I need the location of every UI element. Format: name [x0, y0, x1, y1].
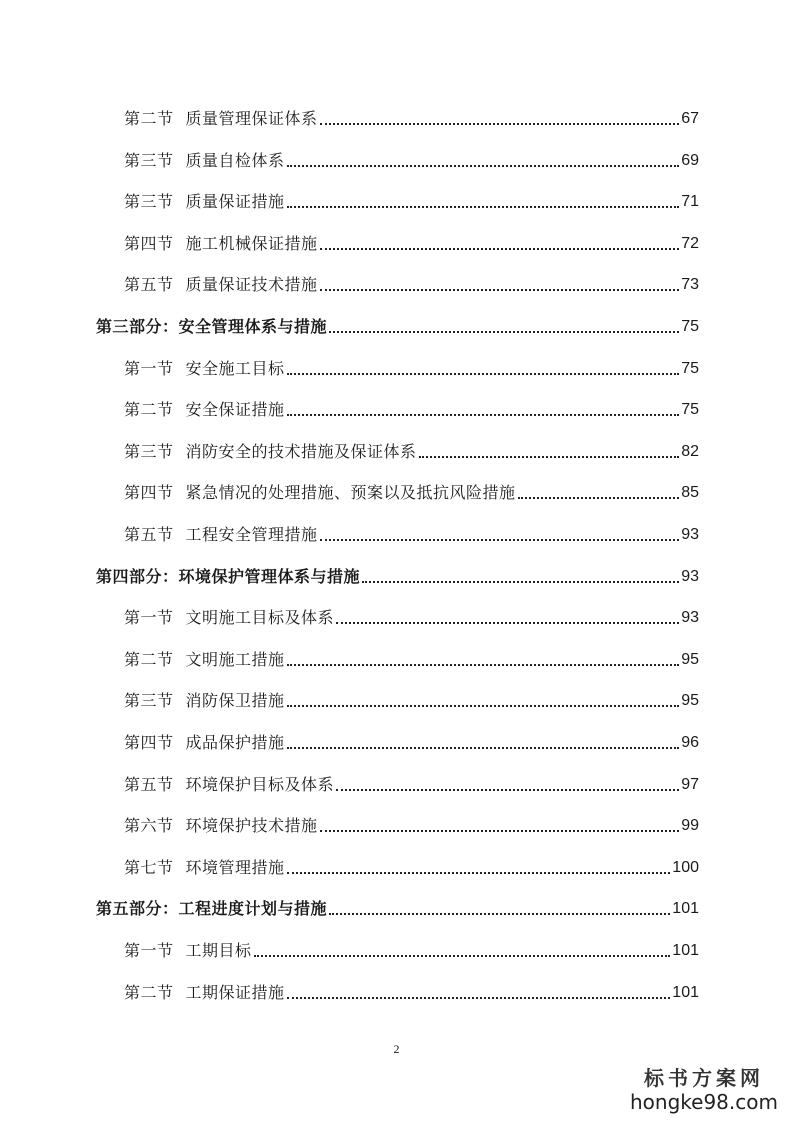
watermark-name: 标书方案网 [644, 1066, 764, 1090]
toc-entry-title: 消防保卫措施 [185, 691, 285, 711]
toc-section-entry [124, 263, 699, 295]
toc-entry-label: 第六节 [124, 816, 174, 836]
toc-page-number: 100 [672, 858, 699, 876]
toc-entry-label: 第七节 [124, 857, 174, 877]
toc-page-number: 75 [681, 318, 699, 335]
toc-part-entry [96, 305, 699, 337]
toc-entry-label: 第五节 [124, 525, 174, 544]
toc-page-number: 95 [681, 650, 699, 668]
toc-section-entry [124, 638, 699, 670]
toc-section-entry [124, 388, 699, 420]
toc-entry-label: 第五节 [124, 275, 174, 295]
toc-section-entry [124, 721, 699, 753]
toc-section-entry [124, 97, 699, 129]
toc-entry-label: 第四部分： [96, 566, 179, 586]
dot-leader [287, 746, 680, 749]
toc-page-number: 82 [681, 442, 699, 460]
toc-entry-title: 文明施工目标及体系 [185, 608, 335, 628]
toc-page-number: 95 [681, 692, 699, 710]
toc-section-entry [124, 347, 699, 379]
toc-page-number: 71 [681, 193, 699, 211]
toc-entry-title: 工程进度计划与措施 [178, 899, 328, 919]
dot-leader [320, 538, 680, 541]
dot-leader [362, 580, 679, 583]
toc-entry-title: 质量保证措施 [185, 192, 285, 212]
toc-entry-title: 工期目标 [185, 941, 252, 960]
toc-entry-title: 施工机械保证措施 [185, 233, 318, 253]
toc-entry-label: 第五节 [124, 774, 174, 794]
toc-entry-label: 第三节 [124, 691, 174, 711]
toc-page-number: 99 [681, 817, 699, 835]
toc-page-number: 93 [681, 526, 699, 543]
toc-entry-title: 紧急情况的处理措施、预案以及抵抗风险措施 [185, 483, 516, 503]
toc-page-number: 93 [681, 609, 699, 627]
watermark-url: hongke98.com [630, 1090, 778, 1114]
toc-section-entry [124, 763, 699, 795]
toc-entry-title: 质量自检体系 [185, 150, 285, 170]
dot-leader [287, 372, 680, 375]
toc-entry-label: 第三部分： [96, 317, 179, 336]
toc-page-number: 101 [672, 983, 699, 1001]
dot-leader [287, 996, 671, 999]
toc-part-entry [96, 555, 699, 587]
dot-leader [329, 330, 679, 333]
toc-entry-title: 成品保护措施 [185, 733, 285, 752]
toc-page-number: 85 [681, 484, 699, 502]
toc-entry-label: 第四节 [124, 483, 174, 503]
toc-page-number: 67 [681, 110, 699, 127]
toc-section-entry [124, 222, 699, 254]
dot-leader [336, 621, 679, 624]
toc-page-number: 73 [681, 276, 699, 294]
site-watermark [629, 1066, 779, 1114]
toc-entry-label: 第一节 [124, 358, 174, 378]
toc-entry-label: 第一节 [124, 608, 174, 628]
dot-leader [320, 829, 680, 832]
toc-entry-title: 工程安全管理措施 [185, 525, 318, 544]
toc-entry-title: 安全施工目标 [185, 358, 285, 378]
dot-leader [419, 455, 680, 458]
toc-section-entry [124, 180, 699, 212]
toc-page-number: 101 [672, 900, 699, 918]
toc-entry-title: 质量管理保证体系 [185, 109, 318, 128]
toc-entry-label: 第五部分： [96, 899, 179, 919]
toc-entry-title: 环境保护管理体系与措施 [178, 566, 361, 586]
dot-leader [287, 413, 680, 416]
dot-leader [287, 871, 671, 874]
toc-entry-title: 环境保护目标及体系 [185, 774, 335, 794]
toc-page-number: 101 [672, 942, 699, 959]
toc-section-entry [124, 804, 699, 836]
toc-entry-label: 第二节 [124, 109, 174, 128]
toc-entry-label: 第三节 [124, 150, 174, 170]
toc-entry-label: 第四节 [124, 733, 174, 752]
toc-page-number: 96 [681, 734, 699, 751]
toc-entry-title: 环境管理措施 [185, 857, 285, 877]
toc-entry-title: 安全管理体系与措施 [178, 317, 328, 336]
dot-leader [329, 912, 670, 915]
dot-leader [287, 663, 680, 666]
dot-leader [254, 954, 671, 957]
toc-page-number: 75 [681, 359, 699, 377]
toc-entry-title: 工期保证措施 [185, 982, 285, 1002]
toc-section-entry [124, 846, 699, 878]
toc-entry-label: 第二节 [124, 400, 174, 420]
dot-leader [320, 122, 680, 125]
dot-leader [287, 205, 680, 208]
toc-entry-label: 第二节 [124, 649, 174, 669]
toc-entry-title: 环境保护技术措施 [185, 816, 318, 836]
toc-section-entry [124, 679, 699, 711]
dot-leader [320, 288, 680, 291]
dot-leader [320, 247, 680, 250]
toc-section-entry [124, 430, 699, 462]
toc-entry-label: 第三节 [124, 192, 174, 212]
toc-entry-title: 质量保证技术措施 [185, 275, 318, 295]
page-number: 2 [393, 1042, 400, 1056]
dot-leader [336, 788, 679, 791]
toc-entry-label: 第三节 [124, 441, 174, 461]
toc-entry-title: 安全保证措施 [185, 400, 285, 420]
toc-part-entry [96, 887, 699, 919]
toc-entry-label: 第一节 [124, 941, 174, 960]
toc-section-entry [124, 971, 699, 1003]
dot-leader [287, 164, 680, 167]
toc-section-entry [124, 471, 699, 503]
dot-leader [287, 704, 680, 707]
toc-entry-label: 第二节 [124, 982, 174, 1002]
toc-page-number: 72 [681, 234, 699, 252]
dot-leader [518, 496, 680, 499]
toc-entry-title: 消防安全的技术措施及保证体系 [185, 441, 417, 461]
toc-page-number: 97 [681, 775, 699, 793]
toc-entry-label: 第四节 [124, 233, 174, 253]
toc-section-entry [124, 929, 699, 961]
toc-section-entry [124, 596, 699, 628]
toc-page-number: 93 [681, 567, 699, 585]
toc-page-number: 75 [681, 401, 699, 419]
toc-section-entry [124, 139, 699, 171]
toc-section-entry [124, 513, 699, 545]
toc-page-number: 69 [681, 151, 699, 169]
toc-entry-title: 文明施工措施 [185, 649, 285, 669]
